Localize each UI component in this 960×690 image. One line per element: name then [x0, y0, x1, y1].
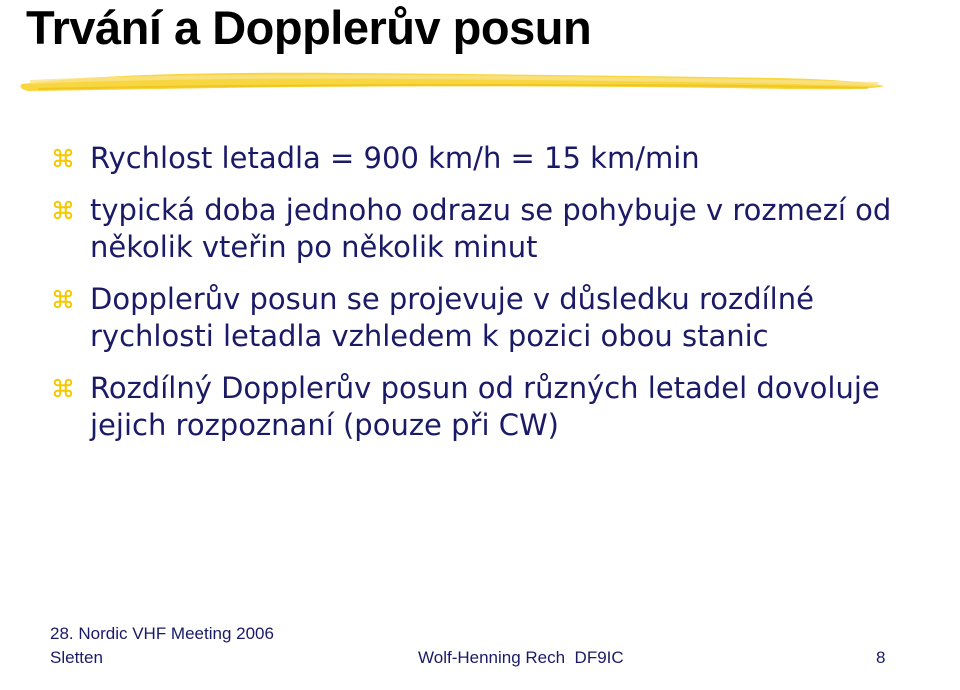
bullet-list: [52, 140, 932, 459]
bullet-text: typická doba jednoho odrazu se pohybuje v rozmezí od několik vteřin po několik minut: [90, 193, 892, 264]
command-key-icon: [52, 377, 74, 399]
bullet-text: Rozdílný Dopplerův posun od různých letadel dovoluje jejich rozpoznaní (pouze při CW): [90, 371, 880, 442]
bullet-text: Dopplerův posun se projevuje v důsledku rozdílné rychlosti letadla vzhledem k pozici obou stanic: [90, 282, 814, 353]
footer-location: Sletten: [50, 648, 103, 667]
bullet-text: Rychlost letadla = 900 km/h = 15 km/min: [90, 141, 700, 175]
bullet-item: [52, 281, 932, 355]
command-key-icon: [52, 147, 74, 169]
bullet-item: [52, 192, 932, 266]
bullet-item: [52, 370, 932, 444]
title-underline-brushstroke: [18, 64, 888, 96]
command-key-icon: [52, 288, 74, 310]
bullet-item: [52, 140, 932, 177]
footer-meeting: 28. Nordic VHF Meeting 2006: [50, 624, 274, 643]
page-number: 8: [876, 648, 886, 667]
footer-author: Wolf-Henning Rech DF9IC: [418, 648, 624, 667]
command-key-icon: [52, 199, 74, 221]
slide-title: Trvání a Dopplerův posun: [26, 1, 592, 54]
